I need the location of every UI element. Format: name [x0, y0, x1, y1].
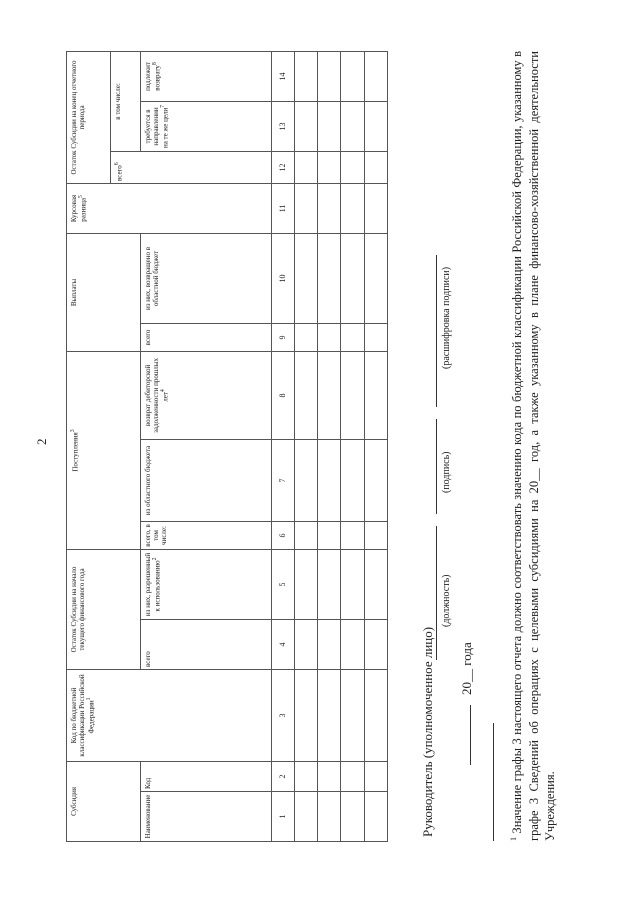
position-caption: (должность): [441, 574, 452, 627]
page-number: 2: [34, 438, 49, 445]
col-num-11: 11: [271, 183, 294, 233]
head-signer-label: Руководитель (уполномоченное лицо): [420, 626, 435, 837]
col-num-10: 10: [271, 233, 294, 323]
col-num-1: 1: [271, 792, 294, 842]
header-end-balance: Остаток Субсидии на конец отчетного периода: [67, 51, 111, 183]
footnote-rule: [493, 723, 494, 841]
col-num-8: 8: [271, 351, 294, 439]
header-fx-difference: Курсовая разница$^5$: [67, 183, 272, 233]
column-number-row: [271, 51, 294, 841]
header-receipts-regional: из областного бюджета: [141, 439, 272, 521]
header-receipts-total: всего, в том числе:: [141, 521, 272, 549]
header-bcc: Код по бюджетной классификации Российской Федерации$^1$: [67, 669, 272, 761]
header-receipts-debt: возврат дебиторской задолженности прошлых лет$^4$: [141, 351, 272, 439]
col-num-7: 7: [271, 439, 294, 521]
header-end-total: всего$^6$: [110, 151, 271, 183]
signature-line: [436, 419, 437, 514]
header-end-return: подлежит возврату$^8$: [141, 51, 272, 101]
table-row: [318, 51, 341, 841]
header-code: Код: [141, 761, 272, 791]
position-line: [436, 526, 437, 660]
subsidy-report-table: [66, 51, 388, 842]
decoding-caption: (расшифровка подписи): [441, 266, 452, 369]
header-receipts: Поступления$^3$: [67, 351, 141, 549]
header-name: Наименование: [141, 792, 272, 842]
col-num-9: 9: [271, 323, 294, 351]
footnote-marker: 1: [509, 837, 518, 841]
decoding-line: [436, 255, 437, 407]
header-payouts-total: всего: [141, 323, 272, 351]
date-day-line: [470, 705, 471, 765]
table-row: [295, 51, 318, 841]
header-payouts-returned: из них, возвращено в областной бюджет: [141, 233, 272, 323]
footnote: [506, 51, 559, 841]
header-subsidy: Субсидия: [67, 761, 141, 841]
col-num-4: 4: [271, 619, 294, 669]
header-start-allowed: из них, разрешенный к использованию$^2$: [141, 549, 272, 619]
header-end-required: требуется в направлении на те же цели$^7$: [141, 101, 272, 151]
signature-caption: (подпись): [441, 451, 452, 493]
col-num-5: 5: [271, 549, 294, 619]
col-num-12: 12: [271, 151, 294, 183]
header-row-1: [67, 51, 111, 841]
col-num-13: 13: [271, 101, 294, 151]
col-num-3: 3: [271, 669, 294, 761]
footnote-text: Значение графы 3 настоящего отчета должно соответствовать значению кода по бюджетной классификации Российской Федерации, указанному в графе 3 Сведений об операциях с целевыми субсидиями на 20__ год, а также указанному в плане финансово-хозяйственной деятельности Учреждения.: [510, 51, 558, 841]
col-num-2: 2: [271, 761, 294, 791]
col-num-14: 14: [271, 51, 294, 101]
table-row: [341, 51, 364, 841]
header-end-including: в том числе:: [110, 51, 141, 151]
header-start-balance: Остаток Субсидии на начало текущего финансового года: [67, 549, 141, 669]
header-start-total: всего: [141, 619, 272, 669]
header-payouts: Выплаты: [67, 233, 141, 351]
col-num-6: 6: [271, 521, 294, 549]
table-row: [364, 51, 387, 841]
date-text: 20__ года: [459, 642, 474, 695]
